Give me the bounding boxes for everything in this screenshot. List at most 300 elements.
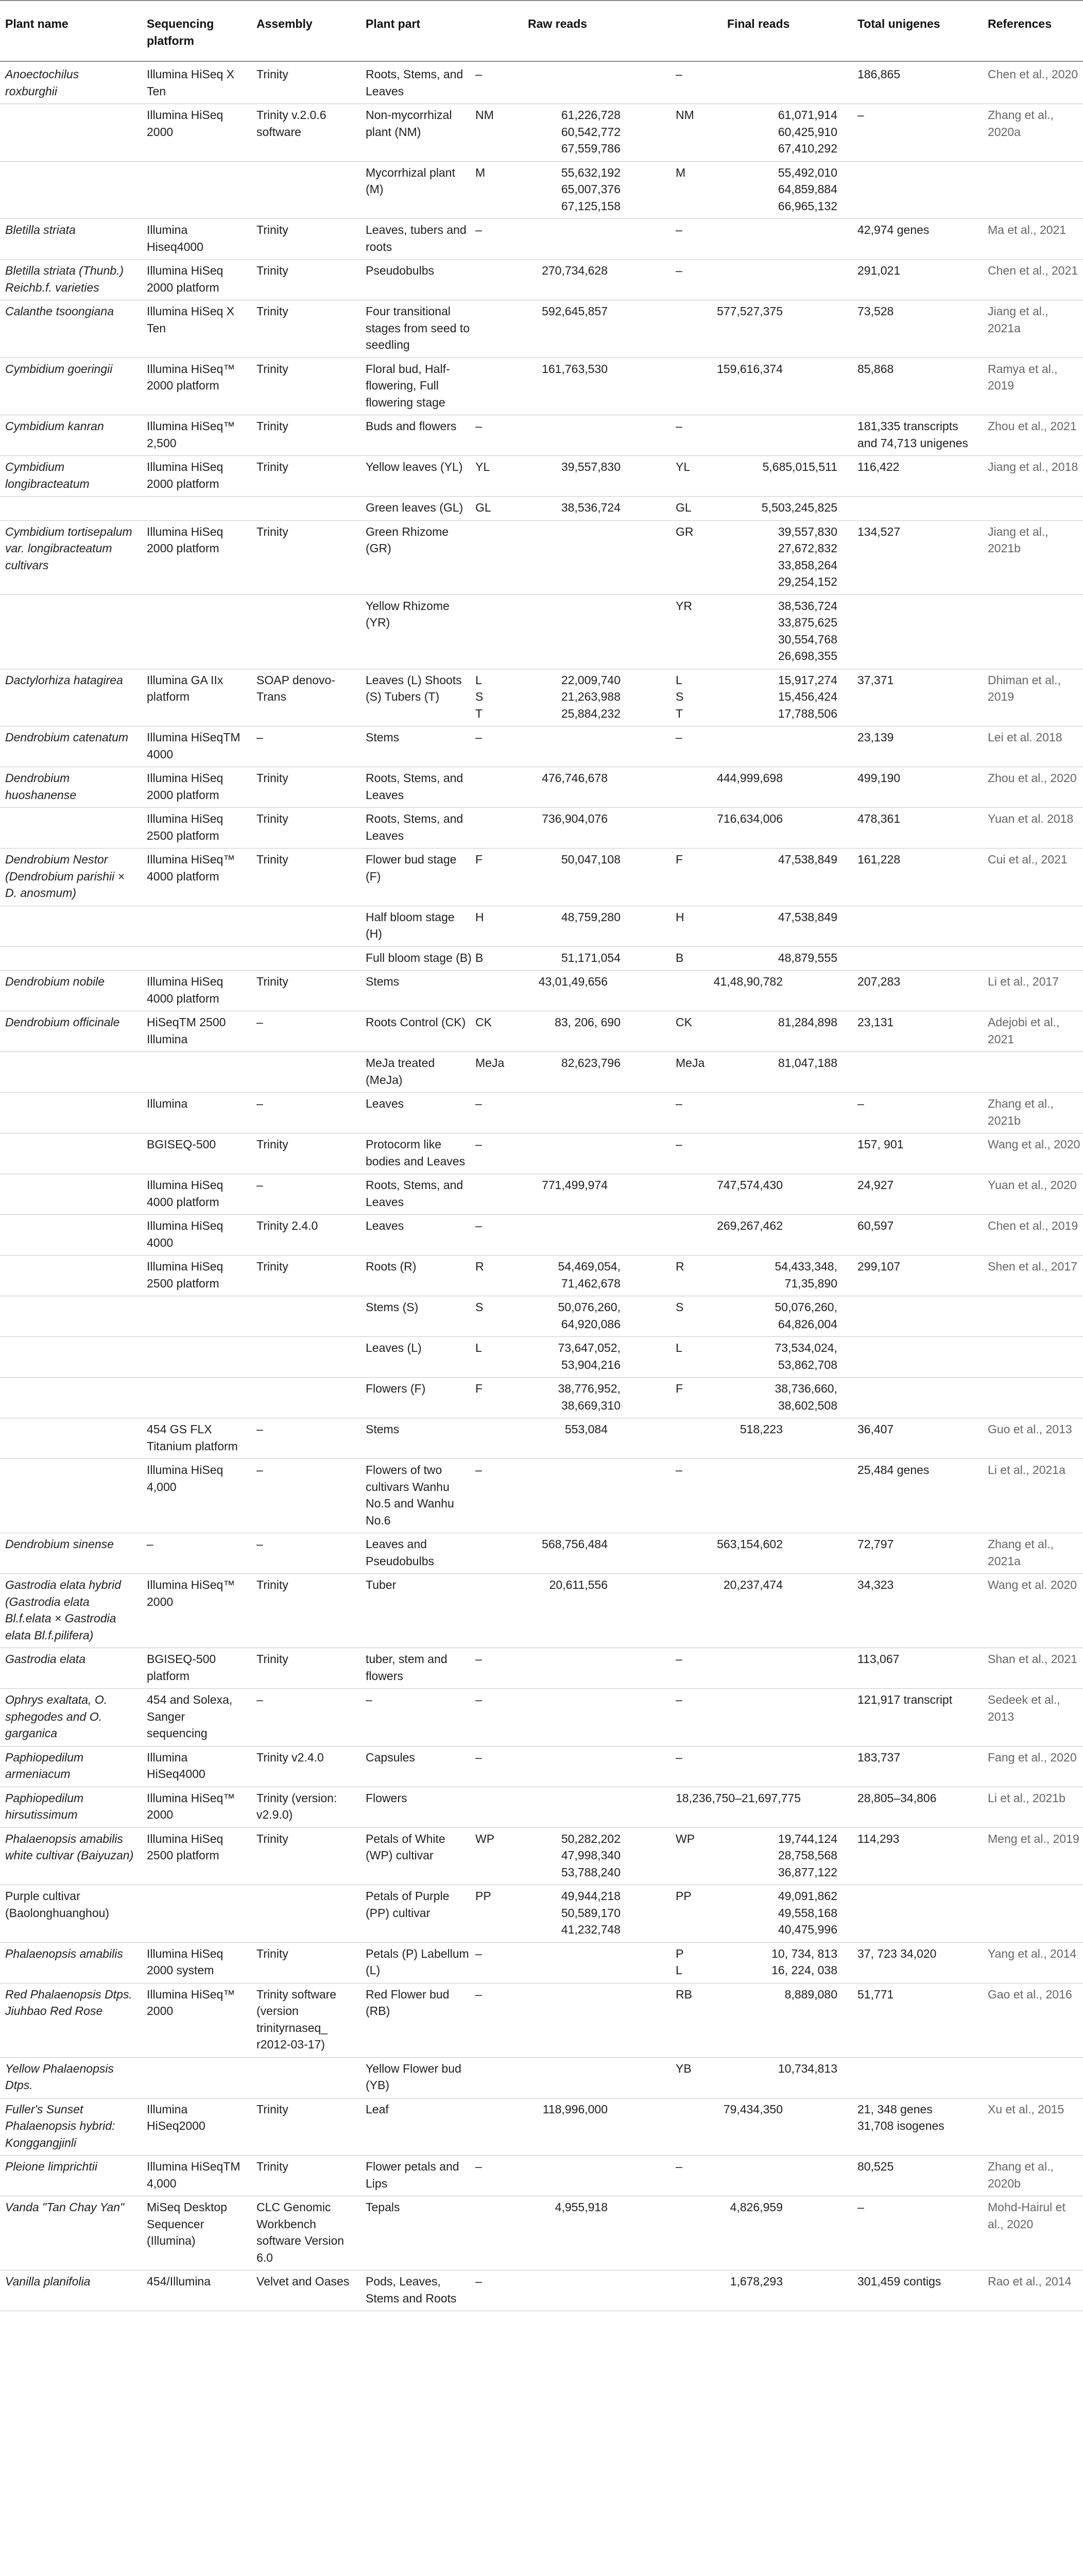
sequencing-platform: Illumina HiSeq™ 2000: [147, 1791, 235, 1821]
final-reads-code: GR: [676, 524, 694, 538]
final-reads: 444,999,698: [717, 771, 783, 785]
table-row: [0, 2273, 1083, 2314]
plant-part: Stems: [366, 731, 400, 744]
plant-name: Dendrobium sinense: [5, 1537, 114, 1551]
reference: Ramya et al., 2019: [988, 362, 1058, 392]
plant-name: Paphiopedilum armeniacum: [5, 1750, 84, 1781]
reference: Jiang et al., 2021a: [988, 304, 1048, 335]
raw-reads: 38,536,724: [561, 501, 621, 514]
sequencing-platform: Illumina: [147, 1097, 188, 1110]
sequencing-platform: Illumina HiSeq 2500 platform: [147, 1260, 224, 1290]
raw-reads: 38,776,952, 38,669,310: [558, 1382, 621, 1412]
raw-reads-code: F: [475, 1382, 483, 1395]
assembly: Trinity: [256, 264, 288, 277]
final-reads-code: P L: [676, 1946, 684, 1977]
raw-reads: –: [475, 1097, 482, 1110]
total-unigenes: 291,021: [857, 264, 901, 277]
final-reads-code: NM: [676, 108, 694, 122]
table-row: [0, 1136, 1083, 1177]
total-unigenes: 301,459 contigs: [857, 2275, 941, 2288]
final-reads: 47,538,849: [778, 853, 837, 866]
final-reads-code: F: [676, 1382, 683, 1395]
table-row: [0, 1095, 1083, 1136]
table-row: [0, 1340, 1083, 1380]
table-row: [0, 2158, 1083, 2199]
plant-part: Tuber: [366, 1578, 397, 1591]
plant-part: Flowers of two cultivars Wanhu No.5 and Wanhu No.6: [366, 1463, 454, 1527]
raw-reads-code: WP: [475, 1832, 495, 1845]
assembly: Trinity: [256, 2102, 288, 2116]
reference: Ma et al., 2021: [988, 223, 1067, 236]
plant-name: Dendrobium huoshanense: [5, 771, 77, 802]
row-divider: [0, 848, 1083, 849]
reference: Jiang et al., 2018: [988, 460, 1078, 473]
sequencing-platform: Illumina HiSeq™ 2000: [147, 1578, 235, 1608]
plant-part: Leaves, tubers and roots: [366, 223, 467, 253]
reference: Zhang et al., 2020b: [988, 2160, 1054, 2190]
reference: Lei et al. 2018: [988, 731, 1062, 744]
reference: Zhang et al., 2021b: [988, 1097, 1054, 1127]
table-row: [0, 729, 1083, 770]
plant-part: Stems: [366, 975, 400, 988]
final-reads: 15,917,274 15,456,424 17,788,506: [778, 673, 837, 720]
final-reads: 19,744,124 28,758,568 36,877,122: [778, 1832, 837, 1879]
row-divider: [0, 807, 1083, 808]
total-unigenes: 72,797: [857, 1537, 894, 1551]
assembly: Trinity: [256, 853, 288, 866]
reference: Adejobi et al., 2021: [988, 1015, 1060, 1046]
final-reads: 81,284,898: [778, 1015, 837, 1029]
assembly: Trinity v2.4.0: [256, 1750, 324, 1764]
table-row: [0, 1790, 1083, 1831]
sequencing-platform: Illumina HiSeq 4,000: [147, 1463, 224, 1494]
final-reads: 5,685,015,511: [762, 460, 837, 473]
final-reads: 20,237,474: [723, 1578, 783, 1591]
raw-reads-code: CK: [475, 1015, 492, 1029]
assembly: Trinity: [256, 812, 288, 825]
assembly: Trinity: [256, 524, 288, 538]
final-reads-code: H: [676, 910, 684, 924]
total-unigenes: 121,917 transcript: [857, 1693, 953, 1706]
column-header: Final reads: [727, 17, 790, 30]
plant-name: Dendrobium Nestor (Dendrobium parishii × D. anosmum): [5, 853, 125, 900]
raw-reads: 51,171,054: [561, 951, 621, 964]
total-unigenes: 37,371: [857, 673, 894, 687]
reference: Chen et al., 2021: [988, 264, 1078, 277]
assembly: –: [256, 1693, 263, 1706]
raw-reads: 568,756,484: [542, 1537, 608, 1551]
total-unigenes: 37, 723 34,020: [857, 1946, 937, 1960]
plant-part: Stems: [366, 1422, 400, 1436]
raw-reads: 736,904,076: [542, 812, 608, 825]
table-row: [0, 1536, 1083, 1577]
raw-reads: –: [475, 1693, 482, 1706]
column-header: Plant name: [5, 17, 68, 30]
plant-part: Non-mycorrhizal plant (NM): [366, 108, 452, 139]
final-reads: 18,236,750–21,697,775: [676, 1791, 801, 1805]
final-reads: 577,527,375: [717, 304, 783, 318]
sequencing-platform: BGISEQ-500 platform: [147, 1652, 216, 1683]
raw-reads: 39,557,830: [561, 460, 621, 473]
raw-reads: 4,955,918: [555, 2200, 608, 2214]
raw-reads: 61,226,728 60,542,772 67,559,786: [561, 108, 621, 155]
header-top-rule: [0, 0, 1083, 1]
column-header: Assembly: [256, 17, 313, 30]
table-row: [0, 262, 1083, 303]
sequencing-platform: Illumina HiSeq™ 4000 platform: [147, 853, 235, 883]
final-reads: 716,634,006: [717, 812, 783, 825]
raw-reads: 55,632,192 65,007,376 67,125,158: [561, 165, 621, 213]
plant-name: Ophrys exaltata, O. sphegodes and O. garganica: [5, 1693, 108, 1740]
assembly: Trinity: [256, 1260, 288, 1273]
final-reads-code: R: [676, 1260, 684, 1273]
plant-name: Red Phalaenopsis Dtps. Jiuhbao Red Rose: [5, 1987, 132, 2018]
total-unigenes: 114,293: [857, 1832, 900, 1845]
table-row: [0, 1577, 1083, 1651]
total-unigenes: 23,139: [857, 731, 894, 744]
plant-part: Leaves (L): [366, 1341, 422, 1354]
row-divider: [0, 946, 1083, 947]
raw-reads: –: [475, 2160, 482, 2173]
plant-part: Leaves (L) Shoots (S) Tubers (T): [366, 673, 462, 703]
plant-part: Yellow Rhizome (YR): [366, 599, 450, 629]
reference: Li et al., 2021b: [988, 1791, 1065, 1805]
final-reads: 159,616,374: [717, 362, 783, 376]
raw-reads: –: [475, 731, 482, 744]
reference: Guo et al., 2013: [988, 1422, 1072, 1436]
assembly: Trinity: [256, 771, 288, 785]
plant-part: Roots, Stems, and Leaves: [366, 771, 463, 802]
reference: Dhiman et al., 2019: [988, 673, 1061, 703]
plant-part: Flowers: [366, 1791, 407, 1805]
reference: Li et al., 2021a: [988, 1463, 1065, 1477]
assembly: Trinity: [256, 1138, 288, 1151]
column-header: Total unigenes: [857, 17, 940, 30]
table-row: [0, 164, 1083, 222]
table-row: [0, 1986, 1083, 2060]
total-unigenes: 186,865: [857, 67, 901, 81]
sequencing-platform: Illumina HiSeq 4000: [147, 1219, 224, 1249]
column-header: Raw reads: [528, 17, 588, 30]
sequencing-platform: Illumina HiSeq 2500 platform: [147, 1832, 224, 1862]
plant-name: Paphiopedilum hirsutissimum: [5, 1791, 84, 1821]
raw-reads: 73,647,052, 53,904,216: [558, 1341, 621, 1371]
plant-part: Buds and flowers: [366, 419, 457, 433]
assembly: SOAP denovo-Trans: [256, 673, 336, 703]
raw-reads-code: PP: [475, 1889, 491, 1903]
total-unigenes: 161,228: [857, 853, 901, 866]
assembly: Trinity: [256, 223, 288, 236]
table-row: [0, 1177, 1083, 1217]
sequencing-platform: Illumina HiSeq 2000: [147, 108, 224, 139]
sequencing-platform: Illumina HiSeq™ 2000 platform: [147, 362, 235, 392]
table-row: [0, 1651, 1083, 1691]
plant-part: Protocorm like bodies and Leaves: [366, 1138, 466, 1168]
table-row: [0, 810, 1083, 851]
plant-part: Floral bud, Half-flowering, Full flowering stage: [366, 362, 450, 409]
plant-name: Pleione limprichtii: [5, 2160, 97, 2173]
final-reads: 8,889,080: [784, 1987, 837, 2001]
plant-name: Vanilla planifolia: [5, 2275, 91, 2288]
reference: Zhang et al., 2020a: [988, 108, 1054, 139]
row-divider: [0, 2057, 1083, 2058]
raw-reads-code: S: [475, 1300, 484, 1314]
final-reads-code: L: [676, 1341, 682, 1354]
table-row: [0, 1299, 1083, 1340]
raw-reads: 553,084: [564, 1422, 608, 1436]
plant-name: Cymbidium tortisepalum var. longibracteatum cultivars: [5, 524, 132, 572]
raw-reads-code: H: [475, 910, 484, 924]
total-unigenes: 25,484 genes: [857, 1463, 930, 1477]
total-unigenes: 181,335 transcripts and 74,713 unigenes: [857, 419, 968, 450]
assembly: Trinity software (version trinityrnaseq_ r2012-03-17): [256, 1987, 337, 2051]
raw-reads-code: YL: [475, 460, 490, 473]
reference: Zhou et al., 2021: [988, 419, 1077, 433]
plant-name: Gastrodia elata hybrid (Gastrodia elata Bl.f.elata × Gastrodia elata Bl.f.pilifera): [5, 1578, 122, 1642]
final-reads: 38,536,724 33,875,625 30,554,768 26,698,355: [778, 599, 837, 663]
final-reads: –: [676, 1693, 682, 1706]
final-reads: –: [676, 2160, 682, 2173]
assembly: CLC Genomic Workbench software Version 6.0: [256, 2200, 345, 2264]
assembly: Trinity (version: v2.9.0): [256, 1791, 337, 1821]
assembly: Trinity: [256, 419, 288, 433]
sequencing-platform: HiSeqTM 2500 Illumina: [147, 1015, 226, 1046]
assembly: Trinity 2.4.0: [256, 1219, 318, 1232]
sequencing-platform: 454 GS FLX Titanium platform: [147, 1422, 238, 1453]
plant-name: Cymbidium goeringii: [5, 362, 113, 376]
reference: Wang et al. 2020: [988, 1578, 1077, 1591]
raw-reads: 476,746,678: [542, 771, 608, 785]
table-row: [0, 1217, 1083, 1258]
total-unigenes: 28,805–34,806: [857, 1791, 937, 1805]
raw-reads-code: L S T: [475, 673, 484, 720]
row-divider: [0, 259, 1083, 260]
raw-reads: 270,734,628: [542, 264, 608, 277]
total-unigenes: 113,067: [857, 1652, 900, 1666]
final-reads-code: M: [676, 165, 686, 179]
table-row: [0, 1945, 1083, 1986]
raw-reads: –: [475, 419, 482, 433]
plant-part: Tepals: [366, 2200, 400, 2214]
raw-reads: –: [475, 67, 482, 81]
row-divider: [0, 2155, 1083, 2156]
sequencing-platform: Illumina HiSeq™ 2000: [147, 1987, 235, 2018]
reference: Yang et al., 2014: [988, 1946, 1077, 1960]
plant-part: Petals of White (WP) cultivar: [366, 1832, 445, 1862]
raw-reads: 82,623,796: [561, 1056, 621, 1070]
total-unigenes: 23,131: [857, 1015, 894, 1029]
assembly: –: [256, 1097, 263, 1110]
raw-reads: –: [475, 1987, 482, 2001]
assembly: Trinity: [256, 304, 288, 318]
raw-reads: –: [475, 223, 482, 236]
raw-reads: 20,611,556: [549, 1578, 608, 1591]
final-reads-code: F: [676, 853, 683, 866]
final-reads: –: [676, 419, 682, 433]
final-reads: 10, 734, 813 16, 224, 038: [771, 1946, 837, 1977]
table-row: [0, 1258, 1083, 1299]
plant-part: Leaves: [366, 1219, 404, 1232]
raw-reads: 118,996,000: [542, 2102, 608, 2116]
final-reads: –: [676, 1097, 682, 1110]
table-row: [0, 1888, 1083, 1945]
total-unigenes: 478,361: [857, 812, 901, 825]
plant-part: Red Flower bud (RB): [366, 1987, 450, 2018]
column-header: Plant part: [366, 17, 421, 30]
sequencing-platform: Illumina GA IIx platform: [147, 673, 224, 703]
raw-reads: –: [475, 1219, 482, 1232]
assembly: Trinity: [256, 67, 288, 81]
plant-name: Dendrobium nobile: [5, 975, 105, 988]
assembly: –: [256, 1463, 263, 1477]
plant-part: Capsules: [366, 1750, 415, 1764]
final-reads: –: [676, 264, 682, 277]
final-reads-code: B: [676, 951, 684, 964]
row-divider: [0, 520, 1083, 521]
final-reads: 47,538,849: [778, 910, 837, 924]
total-unigenes: 34,323: [857, 1578, 894, 1591]
plant-name: Phalaenopsis amabilis: [5, 1946, 123, 1960]
total-unigenes: –: [857, 108, 864, 122]
column-header: References: [988, 17, 1052, 30]
sequencing-platform: Illumina HiSeq2000: [147, 2102, 205, 2132]
raw-reads: 592,645,857: [542, 304, 608, 318]
reference: Chen et al., 2019: [988, 1219, 1078, 1232]
raw-reads: –: [475, 1652, 482, 1666]
table-row: [0, 459, 1083, 499]
raw-reads: 50,282,202 47,998,340 53,788,240: [561, 1832, 621, 1879]
sequencing-platform: Illumina HiSeq 2000 system: [147, 1946, 224, 1977]
row-divider: [0, 1983, 1083, 1984]
sequencing-platform: Illumina HiSeq 2000 platform: [147, 524, 224, 555]
plant-part: Green leaves (GL): [366, 501, 463, 514]
assembly: –: [256, 1422, 263, 1436]
row-divider: [0, 1688, 1083, 1689]
final-reads: –: [676, 1750, 682, 1764]
final-reads: 10,734,813: [778, 2061, 837, 2075]
sequencing-platform: Illumina HiSeq 4000 platform: [147, 975, 224, 1005]
total-unigenes: 73,528: [857, 304, 894, 318]
raw-reads: –: [475, 1463, 482, 1477]
table-row: [0, 361, 1083, 418]
raw-reads: 22,009,740 21,263,988 25,884,232: [561, 673, 621, 720]
row-divider: [0, 455, 1083, 456]
table-row: [0, 2060, 1083, 2101]
reference: Shen et al., 2017: [988, 1260, 1077, 1273]
plant-part: Leaves and Pseudobulbs: [366, 1537, 434, 1568]
sequencing-platform: 454/Illumina: [147, 2275, 211, 2288]
total-unigenes: 299,107: [857, 1260, 901, 1273]
plant-part: Flowers (F): [366, 1382, 426, 1395]
final-reads-code: YL: [676, 460, 691, 473]
plant-part: Pods, Leaves, Stems and Roots: [366, 2275, 457, 2305]
raw-reads: 49,944,218 50,589,170 41,232,748: [561, 1889, 621, 1936]
plant-part: Roots Control (CK): [366, 1015, 466, 1029]
reference: Meng et al., 2019: [988, 1832, 1079, 1845]
final-reads-code: WP: [676, 1832, 695, 1845]
plant-part: Mycorrhizal plant (M): [366, 165, 455, 196]
table-row: [0, 598, 1083, 672]
row-divider: [0, 1377, 1083, 1378]
plant-part: Leaf: [366, 2102, 389, 2116]
reference: Sedeek et al., 2013: [988, 1693, 1060, 1723]
final-reads: –: [676, 223, 682, 236]
table-row: [0, 303, 1083, 361]
total-unigenes: 499,190: [857, 771, 901, 785]
total-unigenes: 21, 348 genes 31,708 isogenes: [857, 2102, 944, 2132]
raw-reads: 83, 206, 690: [555, 1015, 621, 1029]
raw-reads: –: [475, 1750, 482, 1764]
assembly: Velvet and Oases: [256, 2275, 350, 2288]
total-unigenes: 183,737: [857, 1750, 901, 1764]
assembly: –: [256, 731, 263, 744]
plant-name: Calanthe tsoongiana: [5, 304, 114, 318]
final-reads-code: RB: [676, 1987, 692, 2001]
reference: Rao et al., 2014: [988, 2275, 1072, 2288]
plant-name: Cymbidium kanran: [5, 419, 104, 433]
table-row: [0, 1421, 1083, 1462]
table-header: [0, 0, 1083, 62]
total-unigenes: 85,868: [857, 362, 894, 376]
reference: Yuan et al., 2020: [988, 1178, 1077, 1192]
row-divider: [0, 1942, 1083, 1943]
final-reads: 73,534,024, 53,862,708: [775, 1341, 837, 1371]
total-unigenes: 80,525: [857, 2160, 894, 2173]
raw-reads-code: F: [475, 853, 483, 866]
reference: Mohd-Hairul et al., 2020: [988, 2200, 1065, 2231]
reference: Xu et al., 2015: [988, 2102, 1064, 2116]
reference: Fang et al., 2020: [988, 1750, 1077, 1764]
plant-name: Dendrobium officinale: [5, 1015, 120, 1029]
reference: Gao et al., 2016: [988, 1987, 1072, 2001]
plant-part: Four transitional stages from seed to seedling: [366, 304, 470, 351]
sequencing-platform: Illumina HiSeq X Ten: [147, 304, 235, 335]
sequencing-platform: 454 and Solexa, Sanger sequencing: [147, 1693, 233, 1740]
reference: Li et al., 2017: [988, 975, 1059, 988]
assembly: Trinity: [256, 460, 288, 473]
plant-part: Roots (R): [366, 1260, 417, 1273]
plant-part: Full bloom stage (B): [366, 951, 472, 964]
total-unigenes: 207,283: [857, 975, 901, 988]
row-divider: [0, 161, 1083, 162]
raw-reads-code: B: [475, 951, 484, 964]
final-reads: 48,879,555: [778, 951, 837, 964]
table-row: [0, 1831, 1083, 1888]
table-row: [0, 1462, 1083, 1536]
table-row: [0, 2199, 1083, 2273]
plant-part: Yellow leaves (YL): [366, 460, 463, 473]
sequencing-platform: Illumina HiSeq™ 2,500: [147, 419, 235, 450]
table-row: [0, 1380, 1083, 1421]
sequencing-platform: Illumina HiSeq4000: [147, 1750, 205, 1781]
reference: Jiang et al., 2021b: [988, 524, 1048, 555]
plant-part: Petals of Purple (PP) cultivar: [366, 1889, 450, 1920]
row-divider: [0, 1092, 1083, 1093]
plant-part: Flower petals and Lips: [366, 2160, 459, 2190]
total-unigenes: 42,974 genes: [857, 223, 930, 236]
final-reads: 55,492,010 64,859,884 66,965,132: [778, 165, 837, 213]
final-reads: –: [676, 67, 682, 81]
row-divider: [0, 1255, 1083, 1256]
final-reads: 79,434,350: [723, 2102, 783, 2116]
assembly: –: [256, 1537, 263, 1551]
column-header: Sequencing platform: [147, 17, 214, 47]
plant-name: Phalaenopsis amabilis white cultivar (Baiyuzan): [5, 1832, 134, 1862]
sequencing-platform: Illumina HiSeq 2000 platform: [147, 460, 224, 490]
raw-reads-code: L: [475, 1341, 482, 1354]
assembly: Trinity v.2.0.6 software: [256, 108, 326, 139]
assembly: Trinity: [256, 1578, 288, 1591]
